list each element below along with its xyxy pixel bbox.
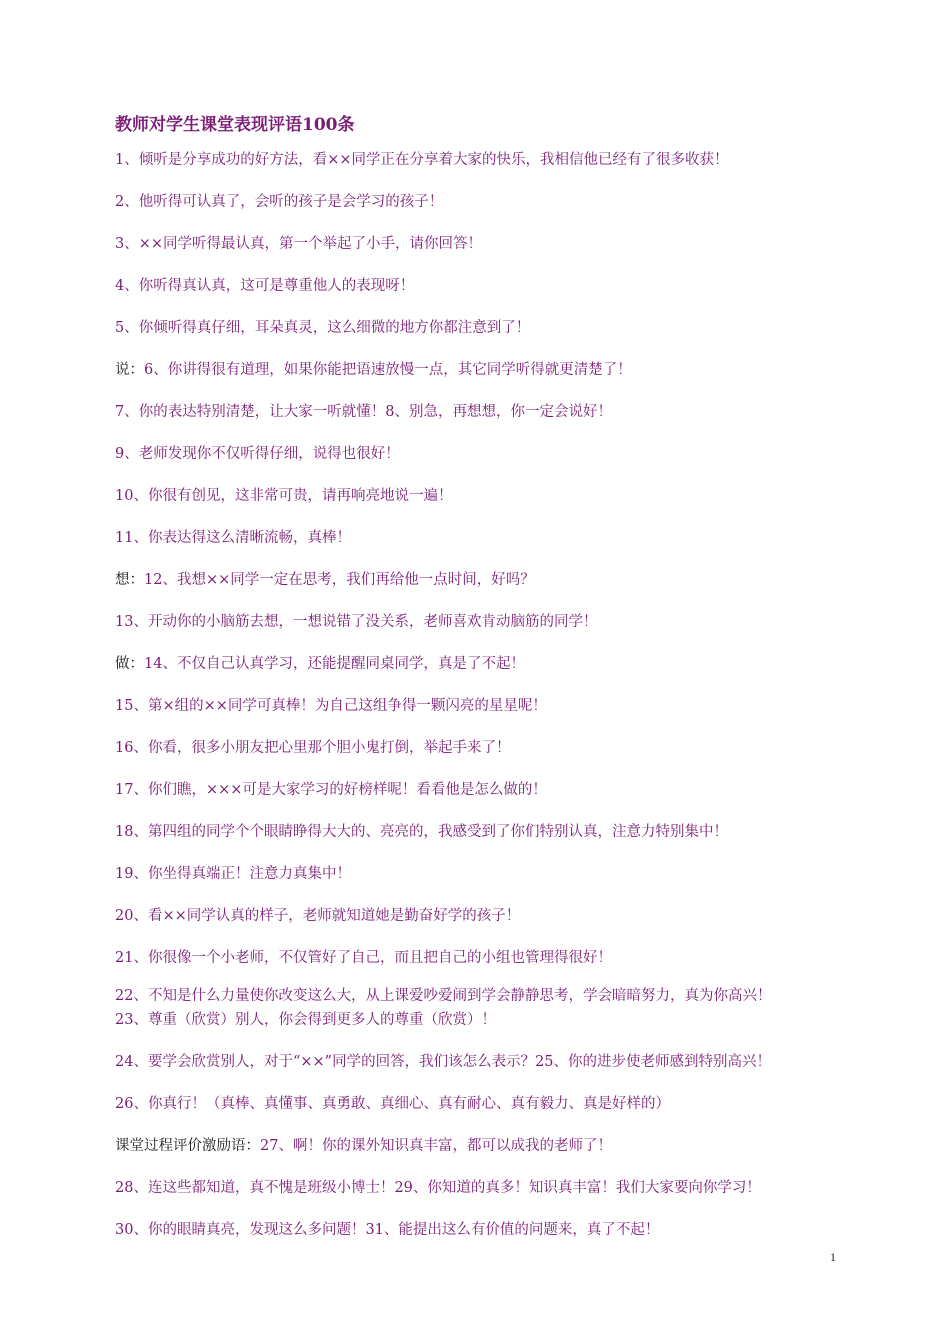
comment-line (115, 528, 351, 548)
comment-text: 17、你们瞧，×××可是大家学习的好榜样呢！看看他是怎么做的！ (115, 782, 547, 798)
section-prefix: 做： (115, 656, 144, 672)
comment-line (115, 486, 452, 506)
comment-line (115, 1136, 612, 1156)
comment-line (115, 192, 443, 212)
comment-text: 28、连这些都知道，真不愧是班级小博士！29、你知道的真多！知识真丰富！我们大家要向你学习！ (115, 1180, 761, 1196)
comment-line (115, 986, 771, 1006)
comment-line (115, 1010, 496, 1030)
comment-text: 26、你真行！（真棒、真懂事、真勇敢、真细心、真有耐心、真有毅力、真是好样的） (115, 1096, 670, 1112)
comment-line (115, 276, 414, 296)
comment-text: 4、你听得真认真，这可是尊重他人的表现呀！ (115, 278, 415, 294)
comment-text: 23、尊重（欣赏）别人，你会得到更多人的尊重（欣赏）！ (115, 1012, 496, 1028)
comment-text: 14、不仅自己认真学习，还能提醒同桌同学，真是了不起！ (144, 656, 525, 672)
comment-text: 15、第×组的××同学可真棒！为自己这组争得一颗闪亮的星星呢！ (115, 698, 547, 714)
comment-line (115, 1178, 761, 1198)
comment-text: 20、看××同学认真的样子，老师就知道她是勤奋好学的孩子！ (115, 908, 521, 924)
comment-text: 7、你的表达特别清楚，让大家一听就懂！8、别急，再想想，你一定会说好！ (115, 404, 612, 420)
comment-line (115, 1094, 670, 1114)
comment-line (115, 822, 728, 842)
comment-line (115, 948, 612, 968)
comment-line (115, 318, 530, 338)
section-prefix: 说： (115, 362, 144, 378)
section-prefix: 想： (115, 572, 144, 588)
comment-text: 18、第四组的同学个个眼睛睁得大大的、亮亮的，我感受到了你们特别认真，注意力特别集中！ (115, 824, 728, 840)
comment-text: 5、你倾听得真仔细，耳朵真灵，这么细微的地方你都注意到了！ (115, 320, 531, 336)
comment-line (115, 234, 482, 254)
comment-text: 2、他听得可认真了，会听的孩子是会学习的孩子！ (115, 194, 444, 210)
comment-line (115, 906, 520, 926)
comment-text: 19、你坐得真端正！注意力真集中！ (115, 866, 351, 882)
comment-text: 1、倾听是分享成功的好方法，看××同学正在分享着大家的快乐，我相信他已经有了很多收获！ (115, 152, 729, 168)
comment-text: 6、你讲得很有道理，如果你能把语速放慢一点，其它同学听得就更清楚了！ (144, 362, 632, 378)
comment-line (115, 150, 729, 170)
comment-line (115, 780, 547, 800)
comment-line (115, 654, 525, 674)
document-title: 教师对学生课堂表现评语100条 (115, 115, 355, 135)
comment-text: 27、啊！你的课外知识真丰富，都可以成我的老师了！ (260, 1138, 612, 1154)
comment-text: 13、开动你的小脑筋去想，一想说错了没关系，老师喜欢肯动脑筋的同学！ (115, 614, 598, 630)
comment-text: 22、不知是什么力量使你改变这么大，从上课爱吵爱闹到学会静静思考，学会暗暗努力，真为你高兴！ (115, 988, 772, 1004)
comment-text: 12、我想××同学一定在思考，我们再给他一点时间，好吗？ (144, 572, 535, 588)
page-number: 1 (830, 1250, 836, 1264)
comment-line (115, 738, 510, 758)
comment-line (115, 1220, 659, 1240)
comment-text: 30、你的眼睛真亮，发现这么多问题！31、能提出这么有价值的问题来，真了不起！ (115, 1222, 660, 1238)
comment-line (115, 444, 400, 464)
comment-text: 9、老师发现你不仅听得仔细，说得也很好！ (115, 446, 400, 462)
comment-text: 21、你很像一个小老师，不仅管好了自己，而且把自己的小组也管理得很好！ (115, 950, 612, 966)
comment-text: 11、你表达得这么清晰流畅，真棒！ (115, 530, 351, 546)
comment-line (115, 360, 632, 380)
comment-line (115, 570, 535, 590)
comment-text: 3、××同学听得最认真，第一个举起了小手，请你回答！ (115, 236, 483, 252)
comment-text: 24、要学会欣赏别人，对于“××”同学的回答，我们该怎么表示？25、你的进步使老师感到特别高兴！ (115, 1054, 772, 1070)
comment-line (115, 612, 597, 632)
comment-line (115, 696, 547, 716)
comment-line (115, 864, 351, 884)
comment-text: 16、你看，很多小朋友把心里那个胆小鬼打倒，举起手来了！ (115, 740, 511, 756)
comment-line (115, 1052, 771, 1072)
comment-line (115, 402, 612, 422)
comment-text: 10、你很有创见，这非常可贵，请再响亮地说一遍！ (115, 488, 453, 504)
section-prefix: 课堂过程评价激励语： (115, 1138, 260, 1154)
